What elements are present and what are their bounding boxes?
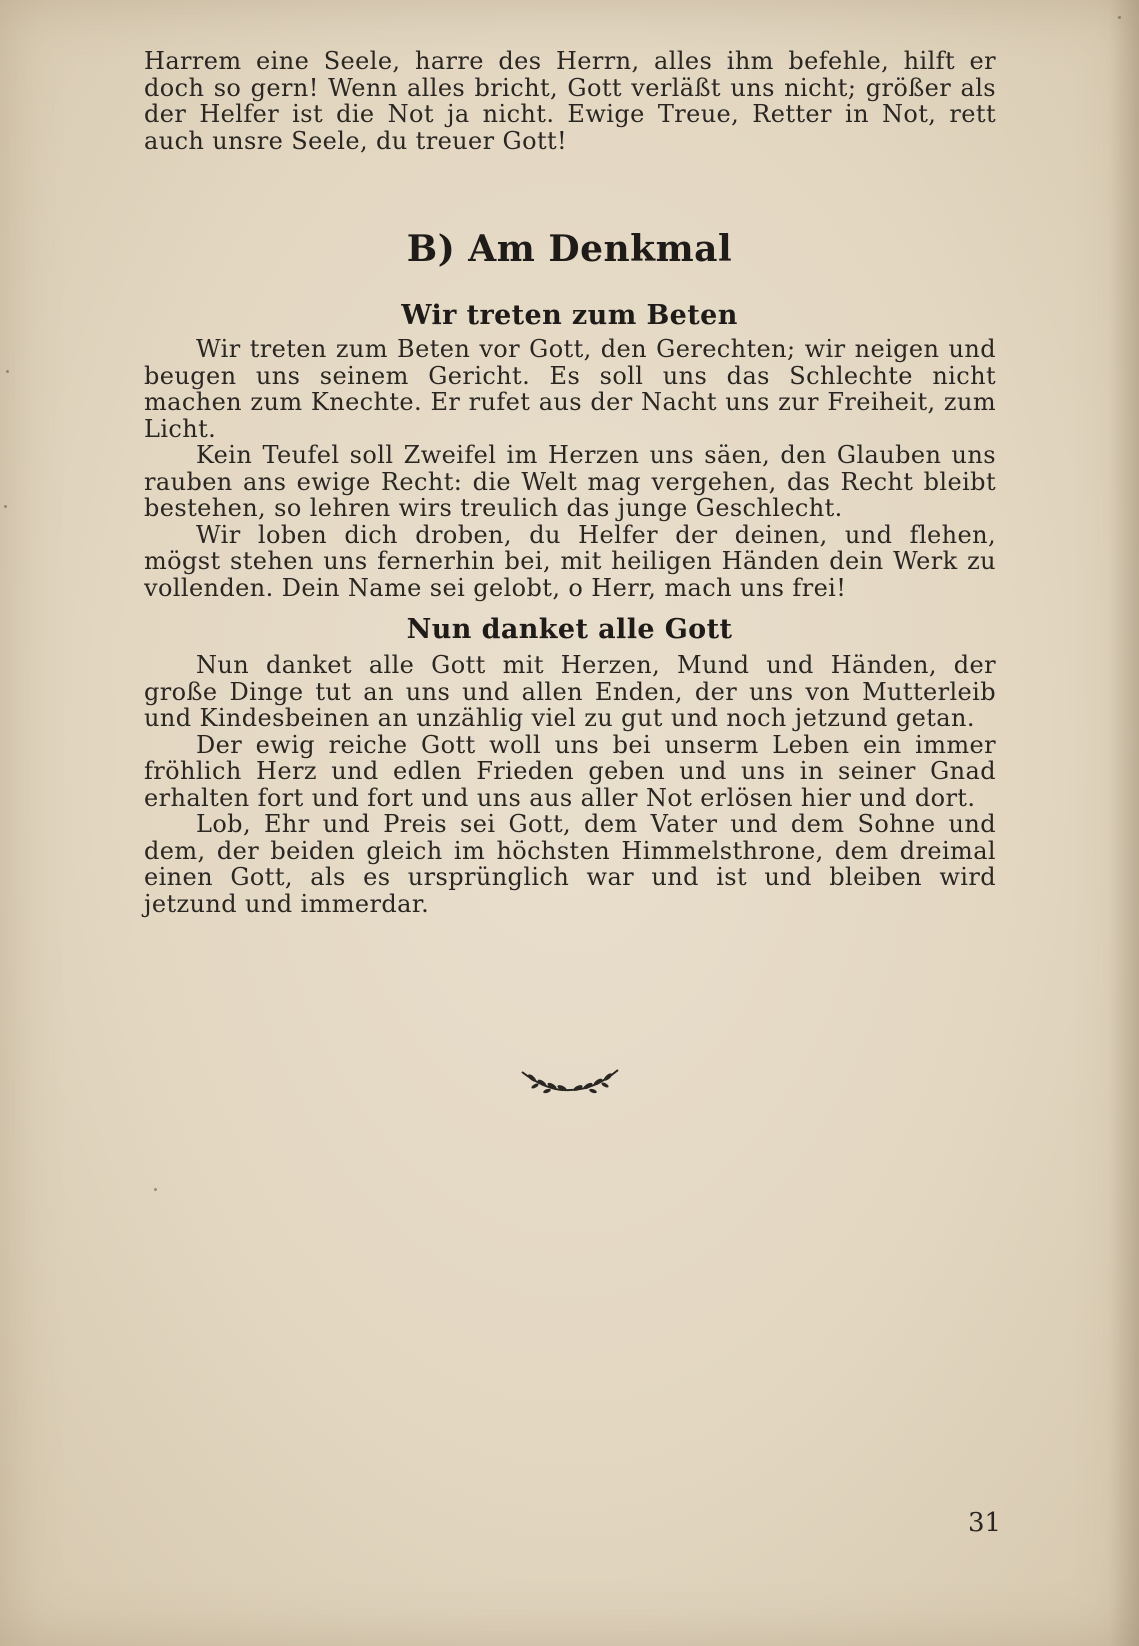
page-number: 31 [968,1508,1002,1538]
paper-speck [154,1188,157,1191]
stanza-3: Lob, Ehr und Preis sei Gott, dem Vater und dem Sohne und dem, der beiden gleich im höchsten Himmelsthrone, dem dreimal einen Gott, als es ursprünglich war und ist und bleiben wird jetzund und immerdar. [144,810,996,918]
laurel-sprig-icon [518,1064,622,1096]
paper-speck [6,370,9,373]
song-wir-treten [144,336,996,601]
stanza-2: Kein Teufel soll Zweifel im Herzen uns säen, den Glauben uns rauben ans ewige Recht: die Welt mag vergehen, das Recht bleibt bestehen, so lehren wirs treulich das junge Geschlecht. [144,441,996,522]
top-verse [144,48,996,154]
stanza-2: Der ewig reiche Gott woll uns bei unserm Leben ein immer fröhlich Herz und edlen Frieden geben und uns in seiner Gnad erhalten fort und fort und uns aus aller Not erlösen hier und dort. [144,730,996,812]
stanza-1: Wir treten zum Beten vor Gott, den Gerechten; wir neigen und beugen uns seinem Gericht. Es soll uns das Schlechte nicht machen zum Knechte. Er rufet aus der Nacht uns zur Freiheit, zum Licht. [144,335,996,443]
song-nun-danket [144,652,996,917]
paper-speck [1118,16,1121,19]
top-verse-paragraph: Harrem eine Seele, harre des Herrn, alles ihm befehle, hilft er doch so gern! Wenn alles bricht, Gott verläßt uns nicht; größer als der Helfer ist die Not ja nicht. Ewige Treue, Retter in Not, rett auch unsre Seele, du treuer Gott! [144,47,996,155]
song-title-wir-treten: Wir treten zum Beten [401,300,738,331]
song-title-nun-danket: Nun danket alle Gott [406,614,733,645]
stanza-3: Wir loben dich droben, du Helfer der deinen, und flehen, mögst stehen uns fernerhin bei, mit heiligen Händen dein Werk zu vollenden. Dein Name sei gelobt, o Herr, mach uns frei! [144,520,996,602]
paper-speck [4,505,7,508]
section-heading: B) Am Denkmal [406,228,733,270]
stanza-1: Nun danket alle Gott mit Herzen, Mund und Händen, der große Dinge tut an uns und allen Enden, der uns von Mutterleib und Kindesbeinen an unzählig viel zu gut und noch jetzund getan. [144,651,996,732]
